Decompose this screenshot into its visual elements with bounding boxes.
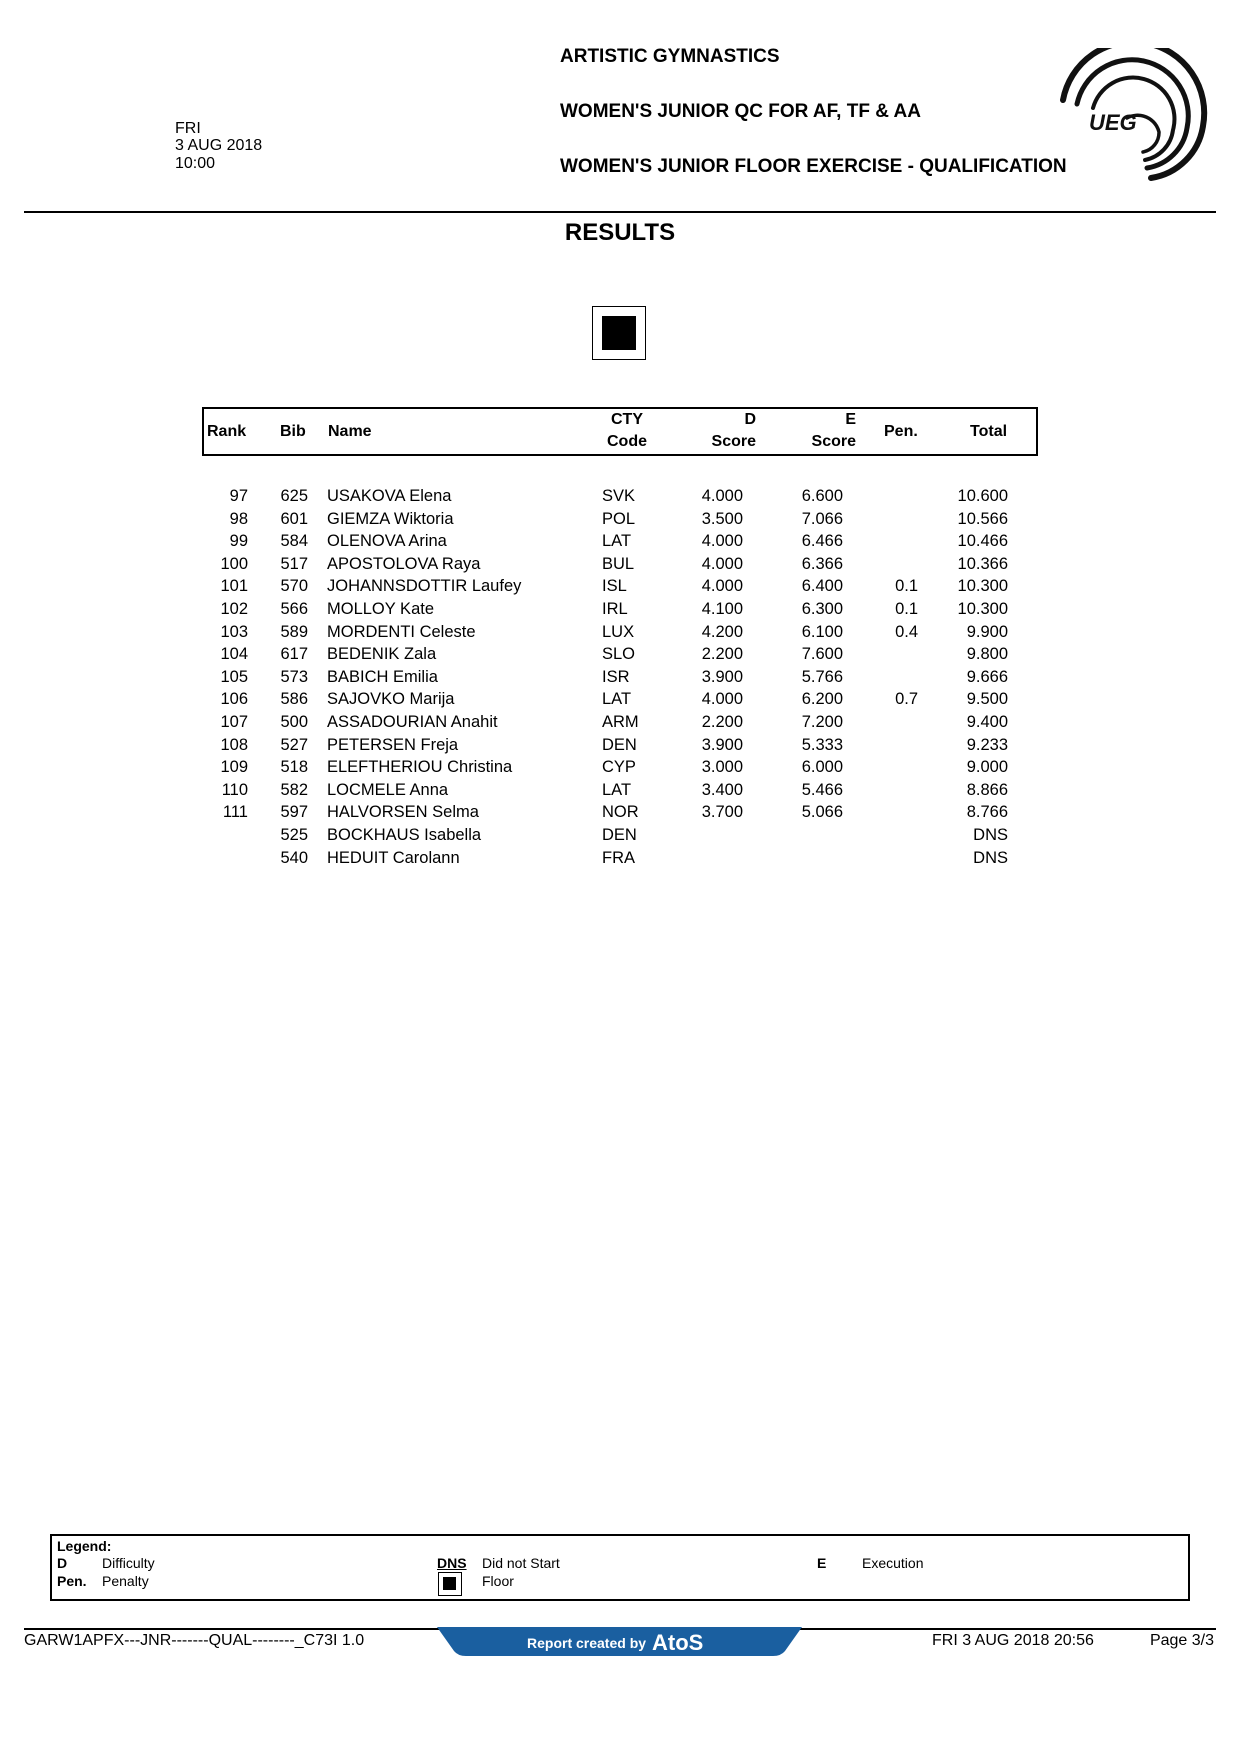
d-score: 3.900 (701, 735, 743, 754)
d-score: 4.000 (701, 532, 743, 551)
country-code: LAT (602, 780, 632, 799)
e-score: 5.466 (801, 780, 843, 799)
bib: 597 (280, 803, 308, 822)
rank: 110 (221, 780, 248, 799)
d-score: 3.400 (701, 780, 743, 799)
e-score: 6.466 (801, 532, 843, 551)
e-score: 6.600 (801, 487, 843, 505)
session-time: 10:00 (175, 155, 216, 172)
atos-brand: AtoS (652, 1630, 704, 1655)
bib: 573 (280, 667, 308, 686)
table-row (0, 666, 1240, 689)
athlete-name: PETERSEN Freja (327, 735, 459, 754)
competition-title: WOMEN'S JUNIOR QC FOR AF, TF & AA (560, 101, 921, 122)
session-day: FRI (175, 120, 201, 137)
rank: 108 (220, 735, 248, 754)
total: 9.400 (966, 712, 1008, 731)
e-score: 6.100 (801, 622, 843, 641)
athlete-name: HALVORSEN Selma (327, 803, 479, 822)
bib: 586 (280, 690, 308, 709)
col-e-bottom: Score (811, 433, 856, 450)
col-d-top: D (744, 411, 756, 428)
e-score: 6.000 (801, 758, 843, 777)
total: 9.500 (966, 690, 1008, 709)
d-score: 4.000 (701, 487, 743, 505)
page-number: Page 3/3 (1149, 1632, 1214, 1649)
col-bib: Bib (280, 423, 306, 440)
d-score: 4.000 (701, 690, 743, 709)
legend-dns-key: DNS (437, 1555, 467, 1571)
country-code: DEN (602, 735, 637, 754)
d-score: 4.100 (701, 599, 743, 618)
table-row (0, 756, 1240, 779)
country-code: DEN (602, 825, 637, 844)
total: 8.866 (966, 780, 1008, 799)
report-created-text: Report created by (527, 1635, 647, 1651)
results-table (0, 485, 1240, 869)
bib: 540 (280, 848, 308, 867)
table-row (0, 485, 1240, 508)
total: DNS (973, 825, 1008, 844)
legend-floor-desc: Floor (482, 1573, 514, 1589)
table-row (0, 688, 1240, 711)
rank: 103 (220, 622, 248, 641)
d-score: 4.000 (701, 577, 743, 596)
atos-banner (437, 1627, 802, 1656)
legend-d-key: D (57, 1555, 68, 1571)
penalty: 0.1 (895, 577, 918, 596)
athlete-name: ASSADOURIAN Anahit (327, 712, 498, 731)
athlete-name: BABICH Emilia (327, 667, 438, 686)
country-code: NOR (602, 803, 639, 822)
bib: 518 (280, 758, 308, 777)
athlete-name: HEDUIT Carolann (327, 848, 460, 867)
country-code: POL (602, 509, 636, 528)
country-code: FRA (602, 848, 635, 867)
total: 9.666 (966, 667, 1008, 686)
col-d-bottom: Score (711, 433, 756, 450)
bib: 617 (280, 645, 308, 664)
d-score: 3.500 (701, 509, 743, 528)
e-score: 6.300 (801, 599, 843, 618)
total: 9.900 (966, 622, 1008, 641)
athlete-name: ELEFTHERIOU Christina (327, 758, 513, 777)
bib: 589 (280, 622, 308, 641)
e-score: 6.366 (801, 554, 843, 573)
country-code: LAT (602, 690, 632, 709)
bib: 525 (280, 825, 308, 844)
e-score: 6.400 (801, 577, 843, 596)
bib: 566 (280, 599, 308, 618)
athlete-name: APOSTOLOVA Raya (327, 554, 481, 573)
floor-apparatus-icon (592, 306, 646, 360)
athlete-name: MOLLOY Kate (327, 599, 435, 618)
country-code: ARM (602, 712, 639, 731)
total: 9.000 (966, 758, 1008, 777)
total: 10.566 (957, 509, 1008, 528)
legend-pen-key: Pen. (57, 1573, 87, 1589)
d-score: 3.900 (701, 667, 743, 686)
table-row (0, 508, 1240, 531)
d-score: 2.200 (701, 712, 743, 731)
athlete-name: SAJOVKO Marija (327, 690, 455, 709)
rank: 102 (220, 599, 248, 618)
e-score: 5.766 (801, 667, 843, 686)
d-score: 3.700 (701, 803, 743, 822)
table-row (0, 824, 1240, 847)
total: 10.600 (957, 487, 1008, 505)
e-score: 5.333 (801, 735, 843, 754)
legend-e-key: E (817, 1555, 827, 1571)
legend-pen-desc: Penalty (102, 1573, 149, 1589)
bib: 500 (280, 712, 308, 731)
country-code: ISR (602, 667, 630, 686)
header-divider (24, 211, 1216, 213)
penalty: 0.1 (895, 599, 918, 618)
legend-e-desc: Execution (862, 1555, 924, 1571)
document-code: GARW1APFX---JNR-------QUAL--------_C73I 1.0 (24, 1632, 365, 1649)
bib: 527 (280, 735, 308, 754)
table-row (0, 734, 1240, 757)
e-score: 7.200 (801, 712, 843, 731)
e-score: 7.066 (801, 509, 843, 528)
country-code: IRL (602, 599, 628, 618)
legend-d-desc: Difficulty (102, 1555, 155, 1571)
legend-box (50, 1534, 1190, 1601)
table-row (0, 553, 1240, 576)
table-row (0, 530, 1240, 553)
table-header (202, 407, 1038, 456)
col-cty-top: CTY (611, 411, 643, 428)
legend-dns-desc: Did not Start (482, 1555, 560, 1571)
total: 9.233 (966, 735, 1008, 754)
total: 9.800 (966, 645, 1008, 664)
report-timestamp: FRI 3 AUG 2018 20:56 (932, 1632, 1094, 1649)
sport-title: ARTISTIC GYMNASTICS (560, 46, 780, 67)
rank: 98 (229, 509, 248, 528)
table-row (0, 643, 1240, 666)
total: 10.300 (957, 577, 1008, 596)
rank: 101 (220, 577, 248, 596)
table-row (0, 575, 1240, 598)
table-row (0, 711, 1240, 734)
results-title: RESULTS (564, 219, 676, 246)
bib: 584 (280, 532, 308, 551)
athlete-name: JOHANNSDOTTIR Laufey (327, 577, 522, 596)
country-code: CYP (602, 758, 636, 777)
col-name: Name (328, 423, 372, 440)
country-code: SVK (602, 487, 636, 505)
col-e-top: E (845, 411, 856, 428)
athlete-name: OLENOVA Arina (327, 532, 447, 551)
bib: 601 (280, 509, 308, 528)
rank: 111 (222, 803, 248, 822)
e-score: 5.066 (801, 803, 843, 822)
d-score: 4.200 (701, 622, 743, 641)
bib: 517 (280, 554, 308, 573)
penalty: 0.7 (895, 690, 918, 709)
session-date: 3 AUG 2018 (175, 137, 263, 154)
table-row (0, 801, 1240, 824)
legend-floor-icon (438, 1572, 462, 1596)
rank: 109 (220, 758, 248, 777)
total: 10.466 (957, 532, 1008, 551)
country-code: SLO (602, 645, 636, 664)
col-total: Total (970, 423, 1008, 440)
country-code: LUX (602, 622, 635, 641)
rank: 107 (220, 712, 248, 731)
country-code: LAT (602, 532, 632, 551)
rank: 97 (229, 487, 248, 505)
rank: 99 (229, 532, 248, 551)
penalty: 0.4 (895, 622, 918, 641)
col-rank: Rank (207, 423, 247, 440)
rank: 105 (220, 667, 248, 686)
rank: 106 (220, 690, 248, 709)
country-code: BUL (602, 554, 635, 573)
logo-text: UEG (1089, 110, 1137, 135)
bib: 582 (280, 780, 308, 799)
d-score: 2.200 (701, 645, 743, 664)
athlete-name: GIEMZA Wiktoria (327, 509, 454, 528)
bib: 625 (280, 487, 308, 505)
legend-title: Legend: (57, 1538, 112, 1554)
country-code: ISL (602, 577, 627, 596)
total: 10.300 (957, 599, 1008, 618)
rank: 100 (220, 554, 248, 573)
athlete-name: USAKOVA Elena (327, 487, 452, 505)
table-row (0, 847, 1240, 870)
col-cty-bottom: Code (607, 433, 647, 450)
table-row (0, 598, 1240, 621)
athlete-name: BEDENIK Zala (327, 645, 437, 664)
total: 8.766 (966, 803, 1008, 822)
e-score: 7.600 (801, 645, 843, 664)
event-title: WOMEN'S JUNIOR FLOOR EXERCISE - QUALIFICATION (560, 156, 1067, 177)
rank: 104 (220, 645, 248, 664)
ueg-logo (1055, 48, 1215, 183)
table-row (0, 779, 1240, 802)
d-score: 4.000 (701, 554, 743, 573)
d-score: 3.000 (701, 758, 743, 777)
athlete-name: BOCKHAUS Isabella (327, 825, 482, 844)
total: DNS (973, 848, 1008, 867)
e-score: 6.200 (801, 690, 843, 709)
table-row (0, 621, 1240, 644)
athlete-name: LOCMELE Anna (327, 780, 449, 799)
athlete-name: MORDENTI Celeste (327, 622, 476, 641)
total: 10.366 (957, 554, 1008, 573)
col-pen: Pen. (884, 423, 918, 440)
bib: 570 (280, 577, 308, 596)
